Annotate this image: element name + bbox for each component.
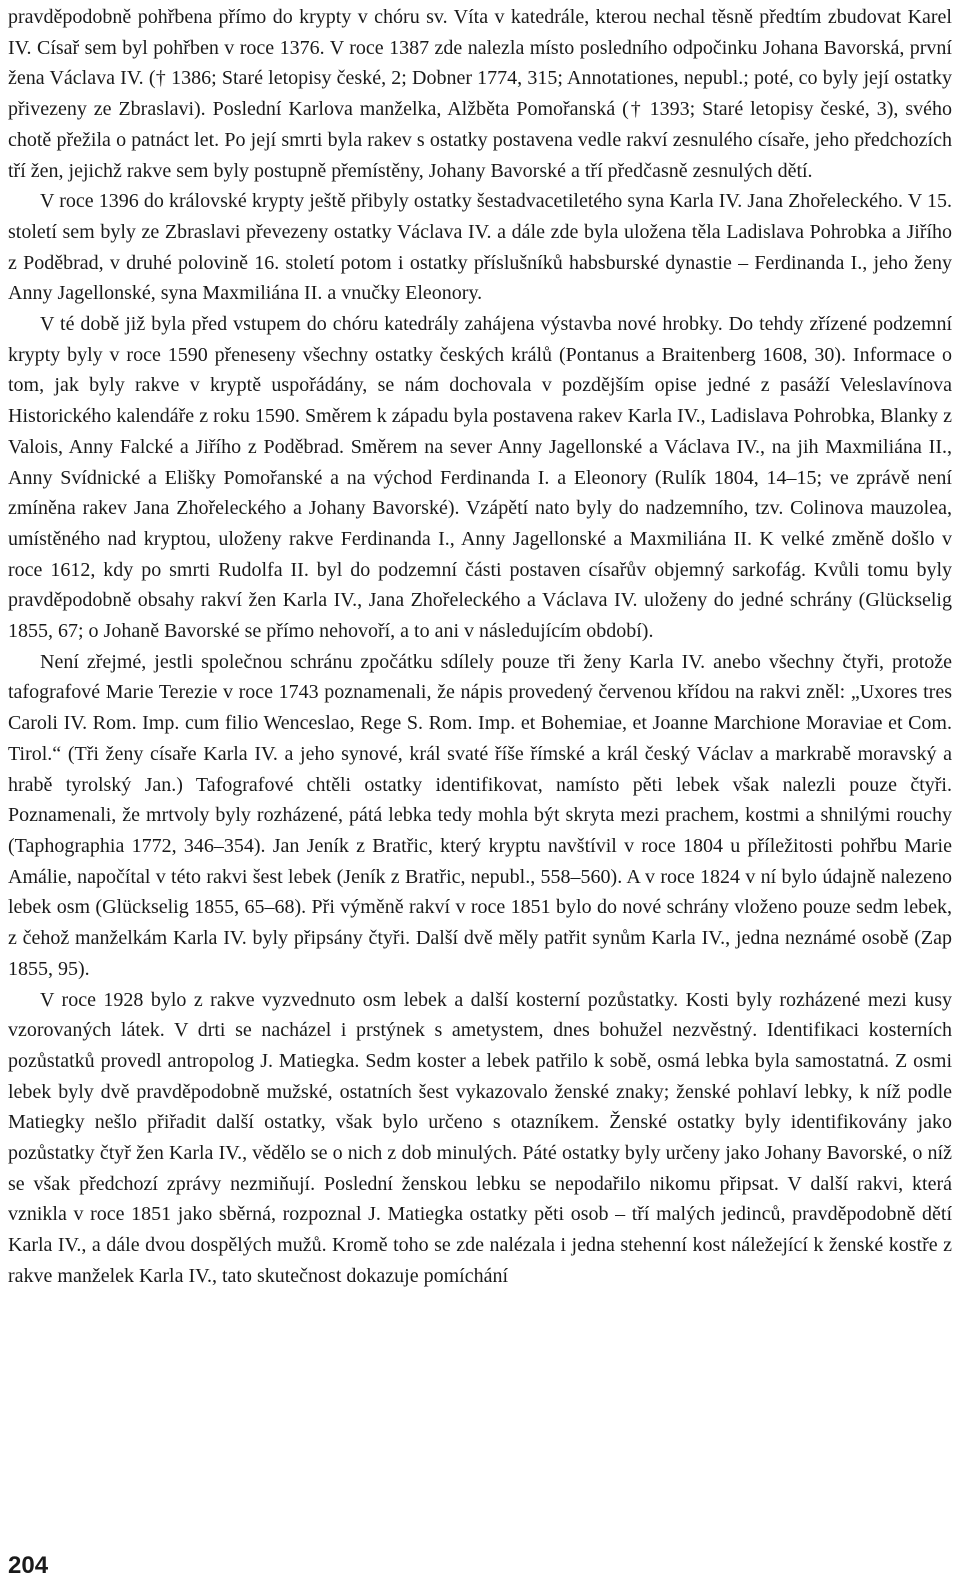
page-body: [8, 2, 952, 1292]
page-number: 204: [8, 1552, 49, 1579]
paragraph-2: V roce 1396 do královské krypty ještě přibyly ostatky šestadvacetiletého syna Karla IV. Jana Zhořeleckého. V 15. století sem byly ze Zbraslavi převezeny ostatky Václava IV. a dále zde byla uložena těla Ladislava Pohrobka a Jiřího z Poděbrad, v druhé polovině 16. století potom i ostatky příslušníků habsburské dynastie – Ferdinanda I., jeho ženy Anny Jagellonské, syna Maxmiliána II. a vnučky Eleonory.: [8, 190, 952, 305]
paragraph-5: V roce 1928 bylo z rakve vyzvednuto osm lebek a další kosterní pozůstatky. Kosti byly rozházené mezi kusy vzorovaných látek. V drti se nacházel i prstýnek s ametystem, dnes bohužel nezvěstný. Identifikaci kosterních pozůstatků provedl antropolog J. Matiegka. Sedm koster a lebek patřilo k sobě, osmá lebka byla samostatná. Z osmi lebek byly dvě pravděpodobně mužské, ostatních šest vykazovalo ženské znaky; ženské pohlaví lebky, k níž podle Matiegky nešlo přiřadit další ostatky, však bylo určeno s otazníkem. Ženské ostatky byly identifikovány jako pozůstatky čtyř žen Karla IV., vědělo se o nich z dob minulých. Páté ostatky byly určeny jako Johany Bavorské, o níž se však předchozí zprávy nezmiňují. Poslední ženskou lebku se nepodařilo nikomu připsat. V další rakvi, která vznikla v roce 1851 jako sběrná, rozpoznal J. Matiegka ostatky pěti osob – tří malých jedinců, pravděpodobně dětí Karla IV., a dále dvou dospělých mužů. Kromě toho se zde nalézala i jedna stehenní kost náležející k ženské kostře z rakve manželek Karla IV., tato skutečnost dokazuje pomíchání: [8, 988, 952, 1287]
paragraph-4: Není zřejmé, jestli společnou schránu zpočátku sdílely pouze tři ženy Karla IV. anebo všechny čtyři, protože tafografové Marie Terezie v roce 1743 poznamenali, že nápis provedený červenou křídou na rakvi zněl: „Uxores tres Caroli IV. Rom. Imp. cum filio Wenceslao, Rege S. Rom. Imp. et Bohemiae, et Joanne Marchione Moraviae et Com. Tirol.“ (Tři ženy císaře Karla IV. a jeho synové, král svaté říše římské a král český Václav a markrabě moravský a hrabě tyrolský Jan.) Tafografové chtěli ostatky identifikovat, namísto pěti lebek však nalezli pouze čtyři. Poznamenali, že mrtvoly byly rozházené, pátá lebka tedy mohla být skryta mezi prachem, kostmi a shnilými rouchy (Taphographia 1772, 346–354). Jan Jeník z Bratřic, který kryptu navštívil v roce 1804 u příležitosti pohřbu Marie Amálie, napočítal v této rakvi šest lebek (Jeník z Bratřic, nepubl., 558–560). A v roce 1824 v ní bylo údajně nalezeno lebek osm (Glückselig 1855, 65–68). Při výměně rakví v roce 1851 bylo do nové schrány vloženo pouze sedm lebek, z čehož manželkám Karla IV. byly připsány čtyři. Další dvě měly patřit synům Karla IV., jedna neznámé osobě (Zap 1855, 95).: [8, 650, 952, 980]
paragraph-3: V té době již byla před vstupem do chóru katedrály zahájena výstavba nové hrobky. Do tehdy zřízené podzemní krypty byly v roce 1590 přeneseny všechny ostatky českých králů (Pontanus a Braitenberg 1608, 30). Informace o tom, jak byly rakve v kryptě uspořádány, se nám dochovala v pozdějším opise jedné z pasáží Veleslavínova Historického kalendáře z roku 1590. Směrem k západu byla postavena rakev Karla IV., Ladislava Pohrobka, Blanky z Valois, Anny Falcké a Jiřího z Poděbrad. Směrem na sever Anny Jagellonské a Václava IV., na jih Maxmiliána II., Anny Svídnické a Elišky Pomořanské a na východ Ferdinanda I. a Eleonory (Rulík 1804, 14–15; ve zprávě není zmíněna rakev Jana Zhořeleckého a Johany Bavorské). Vzápětí nato byly do nadzemního, tzv. Colinova mauzolea, umístěného nad kryptou, uloženy rakve Ferdinanda I., Anny Jagellonské a Maxmiliána II. K velké změně došlo v roce 1612, kdy po smrti Rudolfa II. byl do podzemní části postaven císařův objemný sarkofág. Kvůli tomu byly pravděpodobně obsahy rakví žen Karla IV., Jana Zhořeleckého a Václava IV. uloženy do jedné schrány (Glückselig 1855, 67; o Johaně Bavorské se přímo nehovoří, a to ani v následujícím období).: [8, 313, 952, 643]
paragraph-1: pravděpodobně pohřbena přímo do krypty v chóru sv. Víta v katedrále, kterou nechal těsně předtím zbudovat Karel IV. Císař sem byl pohřben v roce 1376. V roce 1387 zde nalezla místo posledního odpočinku Johana Bavorská, první žena Václava IV. († 1386; Staré letopisy české, 2; Dobner 1774, 315; Annotationes, nepubl.; poté, co byly její ostatky přivezeny ze Zbraslavi). Poslední Karlova manželka, Alžběta Pomořanská († 1393; Staré letopisy české, 3), svého chotě přežila o patnáct let. Po její smrti byla rakev s ostatky postavena vedle rakví zesnulého císaře, jeho předchozích tří žen, jejichž rakve sem byly postupně přemístěny, Johany Bavorské a tří předčasně zesnulých dětí.: [8, 6, 952, 182]
